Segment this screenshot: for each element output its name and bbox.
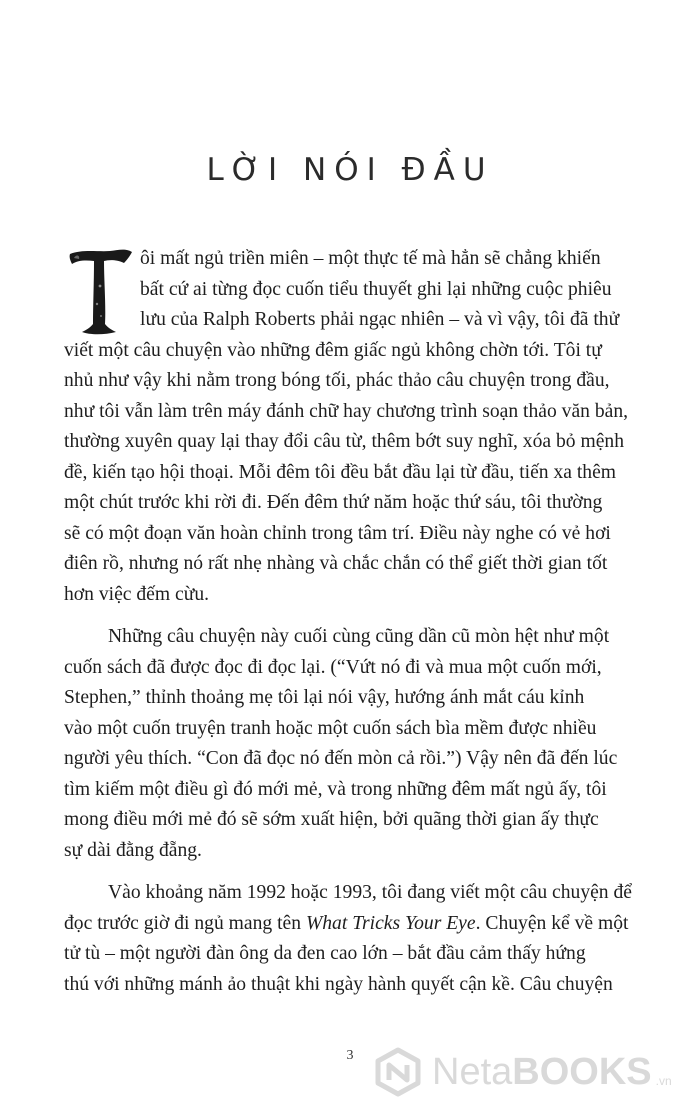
text-line: tử tù – một người đàn ông da đen cao lớn – bắt đầu cảm thấy hứng [64,943,586,964]
text-line: điên rồ, nhưng nó rất nhẹ nhàng và chắc chắn có thể giết thời gian tốt [64,553,608,574]
text-line: một chút trước khi rời đi. Đến đêm thứ năm hoặc thứ sáu, tôi thường [64,492,603,513]
paragraph-gap [64,866,648,878]
paragraph-gap [64,610,648,622]
drop-cap-letter [64,246,136,336]
brand-logo-icon [372,1046,424,1098]
watermark [372,1042,692,1102]
text-line [64,909,648,940]
text-segment: đọc trước giờ đi ngủ mang tên [64,912,306,934]
text-line: tìm kiếm một điều gì đó mới mẻ, và trong những đêm mất ngủ ấy, tôi [64,778,607,800]
chapter-title: LỜI NÓI ĐẦU [206,152,494,188]
text-line: Những câu chuyện này cuối cùng cũng dần cũ mòn hệt như một [108,626,610,647]
watermark-suffix: .vn [655,1074,672,1088]
page-number: 3 [346,1048,354,1063]
text-line: vào một cuốn truyện tranh hoặc một cuốn sách bìa mềm được nhiều [64,717,597,739]
text-line: nhủ như vậy khi nằm trong bóng tối, phác thảo câu chuyện trong đầu, [64,370,610,391]
body-text [64,244,648,1000]
text-line: như tôi vẫn làm trên máy đánh chữ hay chương trình soạn thảo văn bản, [64,400,629,422]
text-line: đề, kiến tạo hội thoại. Mỗi đêm tôi đều bắt đầu lại từ đầu, tiến xa thêm [64,461,617,483]
text-line: ôi mất ngủ triền miên – một thực tế mà hẳn sẽ chẳng khiến [140,248,601,269]
watermark-brand-b: BOOKS [512,1050,652,1093]
text-line: bất cứ ai từng đọc cuốn tiểu thuyết ghi lại những cuộc phiêu [140,278,612,300]
text-line: cuốn sách đã được đọc đi đọc lại. (“Vứt nó đi và mua một cuốn mới, [64,656,602,678]
text-line: Stephen,” thỉnh thoảng mẹ tôi lại nói vậy, hướng ánh mắt cáu kỉnh [64,687,585,708]
text-line: Vào khoảng năm 1992 hoặc 1993, tôi đang viết một câu chuyện để [108,882,632,903]
watermark-brand-a: Neta [432,1050,513,1093]
text-segment: . Chuyện kể về một [475,912,629,934]
text-line: mong điều mới mẻ đó sẽ sớm xuất hiện, bởi quãng thời gian ấy thực [64,809,599,830]
watermark-brand [432,1051,652,1094]
text-line: người yêu thích. “Con đã đọc nó đến mòn cả rồi.”) Vậy nên đã đến lúc [64,748,618,769]
text-line: hơn việc đếm cừu. [64,583,210,605]
text-line: sẽ có một đoạn văn hoàn chỉnh trong tâm trí. Điều này nghe có vẻ hơi [64,522,611,544]
text-line: lưu của Ralph Roberts phải ngạc nhiên – và vì vậy, tôi đã thử [140,309,620,330]
text-line: thú với những mánh ảo thuật khi ngày hành quyết cận kề. Câu chuyện [64,973,613,995]
text-line: thường xuyên quay lại thay đổi câu từ, thêm bớt suy nghĩ, xóa bỏ mệnh [64,431,625,452]
text-line: sự dài đằng đẵng. [64,839,202,861]
text-line: viết một câu chuyện vào những đêm giấc ngủ không chờn tới. Tôi tự [64,339,602,361]
book-title-italic: What Tricks Your Eye [305,912,476,934]
drop-cap-text: T [64,246,65,247]
